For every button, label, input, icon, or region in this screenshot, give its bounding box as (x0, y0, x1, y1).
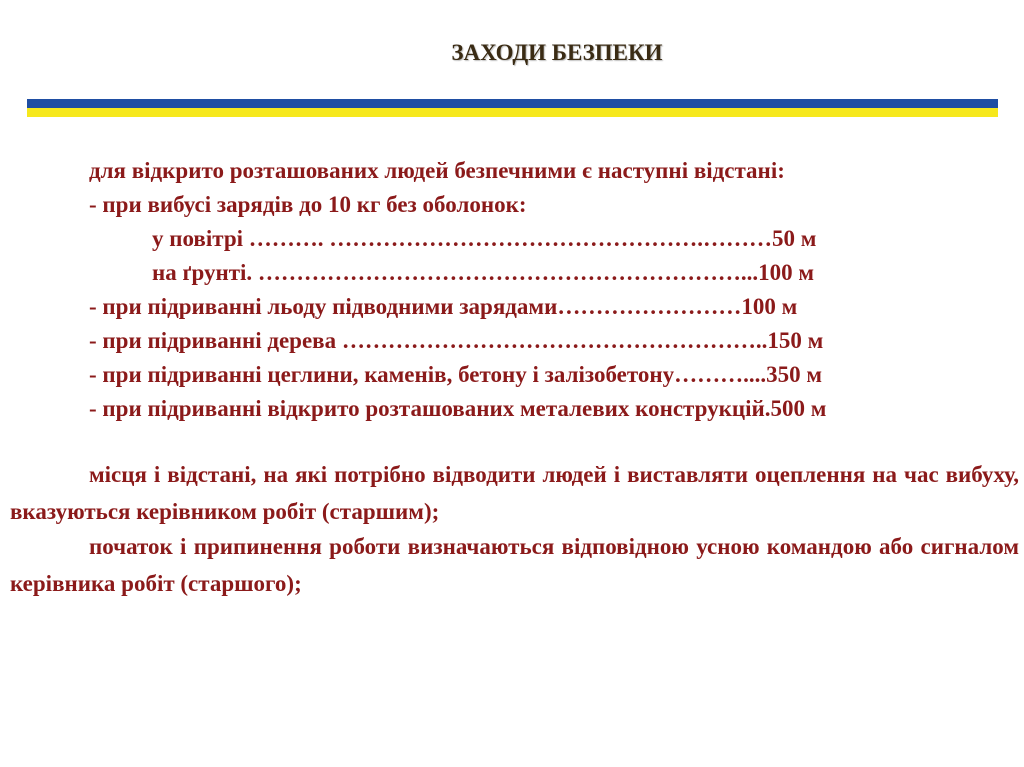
flag-stripe-blue (27, 99, 998, 108)
slide-title: ЗАХОДИ БЕЗПЕКИ (451, 40, 663, 65)
paragraph-commands: початок і припинення роботи визначаються відповідною усною командою або сигналом керівника робіт (старшого); (10, 534, 1019, 596)
list-item: - при підриванні дерева ………………………………………………..150 м (89, 328, 824, 353)
list-item: - при підриванні відкрито розташованих металевих конструкцій.500 м (89, 396, 827, 421)
intro-line: для відкрито розташованих людей безпечними є наступні відстані: (89, 158, 785, 183)
paragraph-cordon: місця і відстані, на які потрібно відводити людей і виставляти оцеплення на час вибуху, вказуються керівником робіт (старшим); (10, 462, 1019, 524)
list-item: - при підриванні льоду підводними зарядами……………………100 м (89, 294, 798, 319)
list-item: у повітрі ………. ………………………………………….………50 м (152, 226, 817, 251)
list-item: на ґрунті. ………………………………………………………...100 м (152, 260, 815, 285)
list-item: - при вибусі зарядів до 10 кг без оболонок: (89, 192, 527, 217)
list-item: - при підриванні цеглини, каменів, бетону і залізобетону………....350 м (89, 362, 823, 387)
flag-stripe-yellow (27, 108, 998, 117)
